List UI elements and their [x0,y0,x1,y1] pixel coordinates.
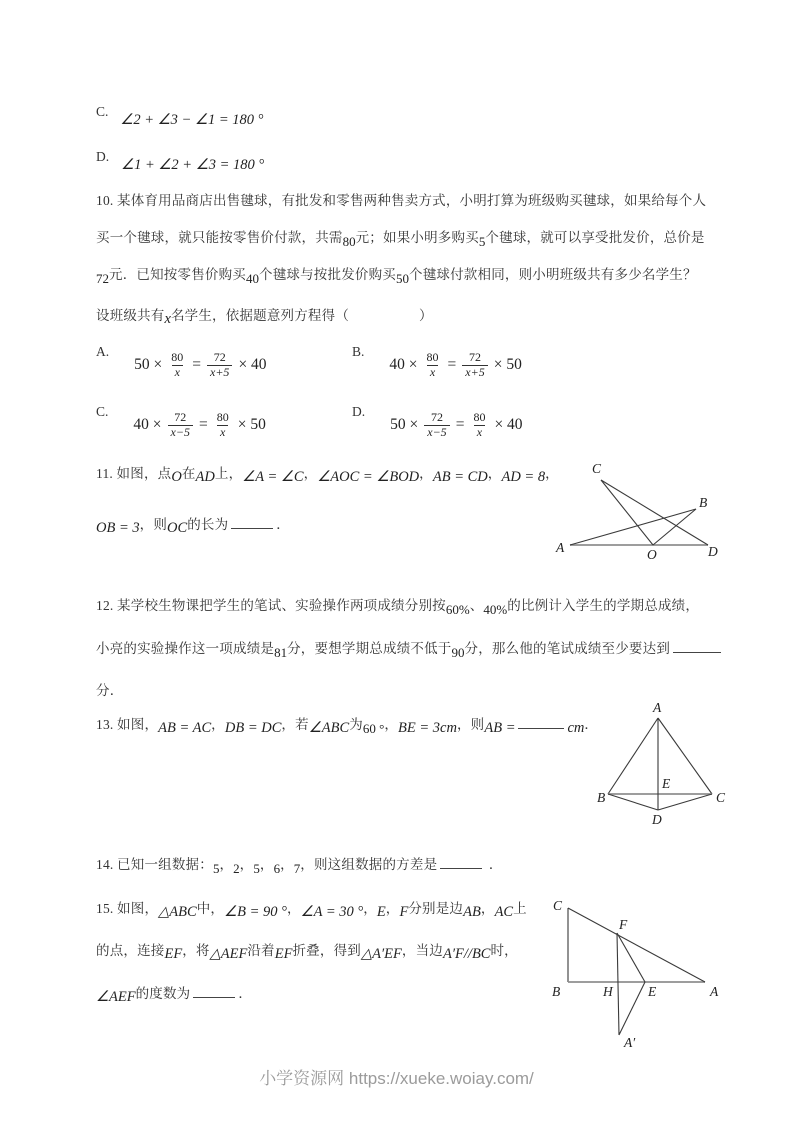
text-segment: ，将 [182,943,210,958]
text-segment: ． [584,717,599,733]
text-segment: ，则 [456,717,485,733]
text-segment: ， [487,466,502,481]
q12-line1 [96,595,699,619]
option-c-angle [96,106,263,130]
fraction-denominator: x [427,365,438,380]
math-segment: F [399,904,409,920]
answer-blank [440,853,482,869]
text-segment: ， [545,466,559,481]
number-segment: 40% [483,602,508,617]
math-segment: AC [494,904,514,920]
point-label-c: C [592,461,602,476]
text-segment: ， [363,901,377,916]
point-label-b: B [597,790,606,805]
equation-segment: 40 × [389,356,418,374]
fraction [462,351,487,380]
fraction-denominator: x−5 [424,425,449,440]
option-label: A. [96,344,110,359]
math-segment: AB [463,904,481,920]
fraction [214,411,232,440]
point-label-c: C [716,790,726,805]
point-label-c: C [553,898,563,913]
equation-segment: 50 × [390,416,419,434]
number-segment: 60% [445,602,470,617]
math-segment: OC [167,520,188,537]
text-segment: ， [286,901,301,916]
equation-segment: = [455,416,465,434]
math-segment: EF [164,946,183,962]
text-segment: ， [211,717,225,733]
option-label: D. [96,149,110,164]
text-segment: 个毽球与按批发价购买 [259,267,396,282]
text-segment: 买一个毽球，就只能按零售价付款，共需 [96,230,343,245]
option-label: C. [96,104,109,119]
text-segment: 折叠，得到 [292,943,361,958]
text-segment: 在 [181,466,196,481]
option-label: D. [352,404,366,419]
equation-segment: 40 × [133,416,162,434]
q10-line4 [96,305,433,329]
math-segment: ∠AOC = ∠BOD [317,469,420,485]
point-label-d: D [708,544,718,559]
text-segment: 分． [96,683,124,698]
figure-edge [653,509,696,545]
fraction-denominator: x [217,425,228,440]
math-segment: ∠ABC [308,720,350,737]
text-segment: 元；如果小明多购买 [355,230,479,245]
text-segment: ， [384,717,399,733]
figure-edge [617,933,645,982]
equation-segment: 50 × [134,356,163,374]
number-segment: 72 [96,271,109,286]
math-segment: AB = AC [158,720,212,737]
point-label-e: E [662,776,671,791]
number-segment: 90 [451,645,465,661]
text-segment: ，当边 [401,943,443,958]
number-segment: 5 [478,234,486,249]
text-segment: ． [276,517,290,533]
point-label-e: E [648,984,657,999]
math-segment: AD [195,469,215,485]
point-label-a: A [556,540,565,555]
number-segment: 80 [342,234,356,249]
math-segment: ∠B = 90 ° [224,904,287,920]
text-segment: 为 [349,717,363,733]
text-segment: ， [280,857,294,873]
text-segment: ． [485,857,503,873]
math-segment: AB = [484,720,516,737]
figure-edge [658,794,712,810]
fraction [168,351,186,380]
fraction-denominator: x+5 [462,365,487,380]
text-segment: 13. 如图， [96,717,159,733]
q12-line2 [96,637,724,662]
text-segment: ． [238,986,253,1002]
fraction-denominator: x+5 [207,365,232,380]
figure-edge [601,480,653,545]
math-segment: E [376,904,386,920]
math-segment: EF [274,946,293,962]
text-segment: 的长为 [187,517,229,533]
fraction [168,411,193,440]
point-label-a-prime: A′ [624,1035,636,1050]
q11-line2 [96,513,290,538]
math-segment: BE = 3cm [398,720,457,737]
math-segment: ∠2 + ∠3 − ∠1 = 180 ° [120,112,264,128]
text-segment: 时， [490,943,518,958]
point-label-b: B [699,495,708,510]
math-segment: ∠A = ∠C [242,469,304,485]
q15-line2 [96,940,518,964]
text-segment: 个毽球，就可以享受批发价，总价是 [485,230,705,245]
math-segment: cm [567,720,585,737]
number-segment: 5 [212,861,220,877]
math-segment: △ABC [158,904,197,920]
q12-line3 [96,680,123,702]
point-label-o: O [647,547,657,562]
math-segment: OB = 3 [96,520,140,537]
math-segment: △A′EF [360,946,402,962]
figure-edge [619,982,645,1035]
number-segment: 81 [274,645,288,661]
figure-q11 [548,455,748,565]
figure-edge [570,509,696,545]
equation-segment: × 50 [237,416,266,434]
text-segment: ， [385,901,400,916]
text-segment: 12. 某学校生物课把学生的笔试、实验操作两项成绩分别按 [96,598,446,613]
point-label-b: B [552,984,561,999]
math-segment: A′F//BC [443,946,491,962]
math-segment: ∠A = 30 ° [300,904,364,920]
math-segment: DB = DC [224,720,282,737]
option-label: B. [352,344,365,359]
text-segment: 名学生，依据题意列方程得（ [170,308,350,323]
fraction-denominator: x [172,365,183,380]
point-label-a: A [653,700,662,715]
text-segment: ） [419,308,433,323]
equation-segment: = [192,356,201,374]
text-segment: 上 [513,901,527,916]
equation-segment: × 50 [493,356,522,374]
math-segment: ∠1 + ∠2 + ∠3 = 180 ° [121,157,265,173]
math-segment: AB = CD [432,469,488,485]
answer-blank [193,982,235,998]
fraction-numerator: 72 [213,349,226,364]
text-segment: ，若 [281,717,309,733]
figure-q13 [585,698,740,833]
text-segment: 沿着 [247,943,275,958]
text-segment: ， [219,857,234,873]
q15-line3 [96,982,252,1007]
fraction [470,411,488,440]
q10-line3 [96,264,697,288]
equation-segment: = [447,356,457,374]
text-segment: ，则 [139,517,168,533]
q14-line [96,853,503,878]
text-segment: 设班级共有 [96,308,165,323]
text-segment: 分，要想学期总成绩不低于 [287,641,452,657]
footer-watermark: 小学资源网 https://xueke.woiay.com/ [259,1069,534,1088]
fraction [207,351,232,380]
fraction [424,411,449,440]
equation-segment: × 40 [494,416,523,434]
text-segment: 分别是边 [408,901,464,916]
figure-edge [568,908,705,982]
answer-blank [231,513,273,529]
text-segment: 个毽球付款相同，则小明班级共有多少名学生？ [409,267,697,282]
point-label-a: A [710,984,719,999]
number-segment: 7 [293,861,301,877]
figure-edge [617,933,619,1035]
math-segment: AD = 8 [501,469,546,485]
option-d-angle [96,151,264,175]
figure-edge [608,718,658,794]
text-segment: 的比例计入学生的学期总成绩， [507,598,700,613]
equation-segment: = [198,416,208,434]
fraction-numerator: 80 [171,349,184,364]
text-segment: 11. 如图，点 [96,466,172,481]
figure-q15 [548,893,738,1053]
q10-line2 [96,227,705,251]
text-segment: 上， [214,466,243,481]
fraction-numerator: 80 [473,409,486,424]
q10-option-a [96,343,270,387]
fraction-numerator: 72 [174,409,187,424]
option-label: C. [96,404,109,419]
text-segment: ，则这组数据的方差是 [300,857,438,873]
fraction-numerator: 72 [430,409,443,424]
q15-line1 [96,898,527,922]
text-segment: 中， [196,901,225,916]
math-segment: △AEF [209,946,248,962]
text-segment: 元．已知按零售价购买 [109,267,246,282]
q10-option-b [352,343,525,387]
text-segment: ， [239,857,254,873]
number-segment: 6 [273,861,281,877]
text-segment: 、 [469,598,484,613]
math-segment: ∠AEF [96,989,136,1006]
fraction-numerator: 80 [216,409,229,424]
fraction-denominator: x [474,425,485,440]
q10-option-c [96,403,269,447]
number-segment: 5 [253,861,260,877]
text-segment: ， [303,466,318,481]
text-segment: 14. 已知一组数据： [96,857,213,873]
number-segment: 60 ° [362,721,385,737]
math-segment: O [171,469,182,485]
point-label-h: H [603,984,613,999]
text-segment: 15. 如图， [96,901,159,916]
q10-option-d [352,403,526,447]
text-segment: 10. 某体育用品商店出售毽球，有批发和零售两种售卖方式，小明打算为班级购买毽球，如果给每个人 [96,193,707,208]
text-segment: 的度数为 [135,986,191,1002]
point-label-d: D [652,812,662,827]
q11-line1 [96,463,559,487]
fraction-denominator: x−5 [168,425,193,440]
answer-blank [518,713,564,729]
number-segment: 50 [396,271,409,286]
fraction-numerator: 80 [426,349,439,364]
answer-blank [673,637,721,653]
text-segment: ， [259,857,274,873]
text-segment: 的点，连接 [96,943,165,958]
figure-edge [608,794,658,810]
number-segment: 2 [233,861,240,877]
equation-segment: × 40 [238,356,267,374]
fraction-numerator: 72 [468,349,481,364]
q13-line [96,713,598,738]
math-segment: x [164,311,171,327]
number-segment: 40 [246,271,259,286]
text-segment: ， [480,901,495,916]
text-segment: 小亮的实验操作这一项成绩是 [96,641,275,657]
q10-line1 [96,190,706,212]
text-segment: 分，那么他的笔试成绩至少要达到 [464,641,671,657]
text-segment: ， [419,466,433,481]
fraction [424,351,442,380]
point-label-f: F [619,917,628,932]
